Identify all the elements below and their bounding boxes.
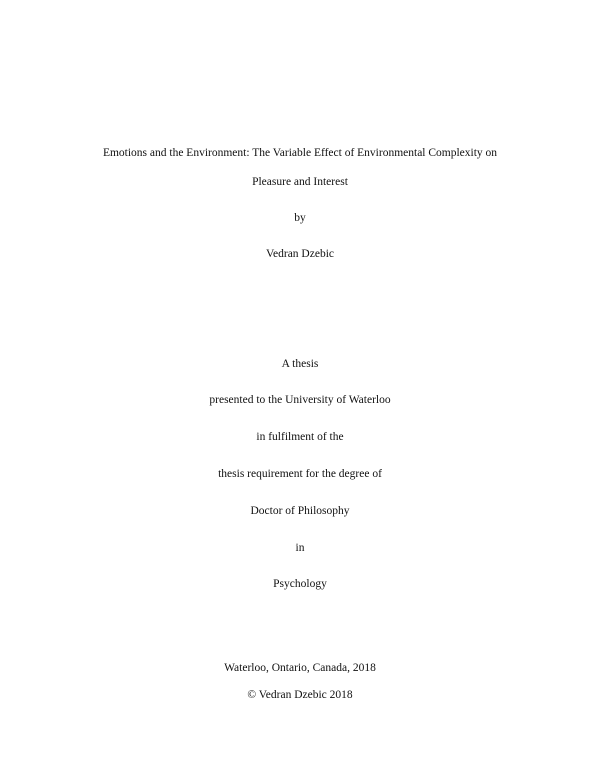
author-name: Vedran Dzebic	[265, 248, 334, 260]
degree-name: Doctor of Philosophy	[250, 505, 350, 517]
thesis-statement-line-6: in	[295, 542, 305, 554]
by-label: by	[294, 212, 306, 224]
thesis-title-line-2: Pleasure and Interest	[252, 176, 348, 188]
discipline-name: Psychology	[273, 578, 327, 590]
thesis-title-line-1: Emotions and the Environment: The Variable Effect of Environmental Complexity on	[102, 147, 498, 159]
thesis-statement-line-1: A thesis	[281, 358, 319, 370]
thesis-statement-line-2: presented to the University of Waterloo	[209, 394, 391, 406]
thesis-statement-line-3: in fulfilment of the	[256, 431, 344, 443]
copyright-notice: © Vedran Dzebic 2018	[247, 689, 353, 701]
thesis-statement-line-4: thesis requirement for the degree of	[218, 468, 382, 480]
place-and-date: Waterloo, Ontario, Canada, 2018	[224, 662, 376, 674]
